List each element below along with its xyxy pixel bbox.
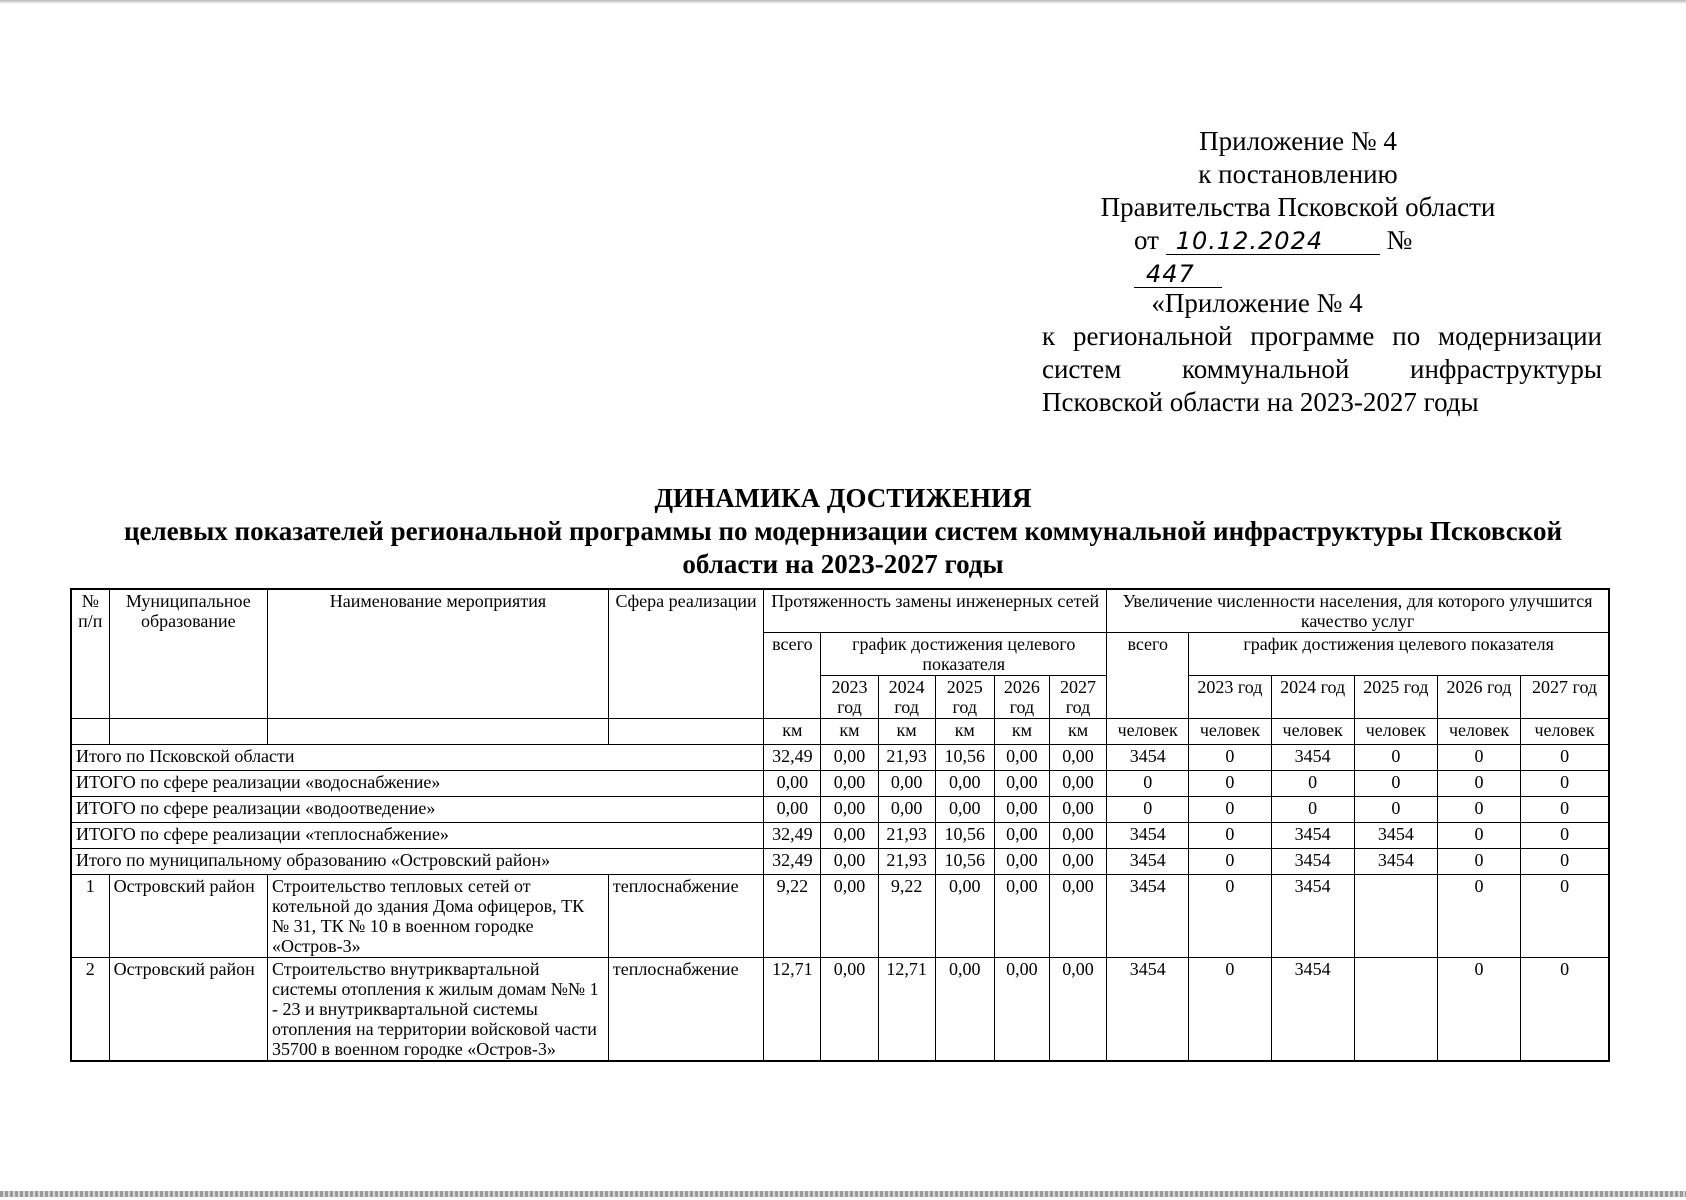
summary-value: 0,00 [994, 771, 1049, 797]
summary-value: 0,00 [878, 797, 935, 823]
header-row-1 [71, 589, 1609, 633]
unit-people: человек [1521, 719, 1609, 745]
header-event: Наименование мероприятия [268, 589, 609, 719]
summary-value: 21,93 [878, 849, 935, 875]
unit-people: человек [1189, 719, 1271, 745]
title-line-3: области на 2023-2027 годы [682, 549, 1004, 579]
unit-km: км [821, 719, 878, 745]
unit-people: человек [1107, 719, 1189, 745]
summary-value: 32,49 [764, 849, 821, 875]
summary-value: 0,00 [821, 771, 878, 797]
appendix2-line-4: Псковской области на 2023-2027 годы [1042, 387, 1479, 417]
summary-value: 0 [1107, 797, 1189, 823]
summary-value: 0,00 [764, 771, 821, 797]
from-label: от [1134, 225, 1159, 255]
summary-value: 3454 [1107, 745, 1189, 771]
row-value: 3454 [1271, 875, 1354, 958]
header-year: 2023 год [821, 676, 878, 719]
row-value: 0,00 [935, 958, 994, 1062]
row-value [1354, 875, 1437, 958]
summary-value: 10,56 [935, 745, 994, 771]
row-value: 0 [1189, 958, 1271, 1062]
summary-value: 0,00 [994, 745, 1049, 771]
summary-value: 0 [1354, 745, 1437, 771]
unit-blank [71, 719, 109, 745]
row-value: 0 [1437, 875, 1520, 958]
unit-people: человек [1437, 719, 1520, 745]
summary-value: 0 [1354, 797, 1437, 823]
summary-value: 0 [1354, 771, 1437, 797]
summary-label: ИТОГО по сфере реализации «теплоснабжение» [71, 823, 764, 849]
summary-value: 0 [1189, 745, 1271, 771]
appendix2-line-1: «Приложение № 4 [1151, 288, 1363, 318]
unit-km: км [1049, 719, 1106, 745]
indicators-table [70, 588, 1610, 1062]
summary-value: 0 [1189, 797, 1271, 823]
unit-people: человек [1271, 719, 1354, 745]
summary-row [71, 745, 1609, 771]
summary-row [71, 823, 1609, 849]
row-number: 2 [71, 958, 109, 1062]
summary-value: 0,00 [1049, 797, 1106, 823]
table-row [71, 958, 1609, 1062]
row-event: Строительство тепловых сетей от котельной до здания Дома офицеров, ТК № 31, ТК № 10 в военном городке «Остров-3» [268, 875, 609, 958]
unit-people: человек [1354, 719, 1437, 745]
row-value: 0 [1521, 875, 1609, 958]
summary-value: 0 [1271, 797, 1354, 823]
appendix-line-1: Приложение № 4 [1199, 126, 1397, 156]
header-year: 2024 год [878, 676, 935, 719]
header-networks: Протяженность замены инженерных сетей [764, 589, 1107, 633]
row-value: 9,22 [878, 875, 935, 958]
unit-blank [109, 719, 267, 745]
summary-value: 0,00 [764, 797, 821, 823]
summary-value: 0,00 [994, 797, 1049, 823]
row-municipality: Островский район [109, 958, 267, 1062]
summary-value: 0,00 [994, 849, 1049, 875]
unit-km: км [764, 719, 821, 745]
row-value: 3454 [1107, 875, 1189, 958]
summary-value: 10,56 [935, 823, 994, 849]
summary-value: 10,56 [935, 849, 994, 875]
summary-label: ИТОГО по сфере реализации «водоотведение» [71, 797, 764, 823]
summary-value: 0 [1437, 849, 1520, 875]
appendix2-line-3: систем коммунальной инфраструктуры [1042, 354, 1602, 384]
row-value: 0 [1189, 875, 1271, 958]
summary-value: 3454 [1271, 823, 1354, 849]
data-rows [71, 875, 1609, 1062]
summary-value: 0 [1189, 823, 1271, 849]
table-row [71, 875, 1609, 958]
summary-value: 0 [1437, 771, 1520, 797]
header-networks-total: всего [764, 633, 821, 719]
header-year: 2026 год [1437, 676, 1520, 719]
unit-km: км [878, 719, 935, 745]
handwritten-number: 447 [1134, 261, 1222, 288]
summary-value: 3454 [1271, 849, 1354, 875]
summary-value: 0,00 [1049, 849, 1106, 875]
summary-value: 0,00 [821, 797, 878, 823]
summary-value: 0,00 [1049, 771, 1106, 797]
header-year: 2024 год [1271, 676, 1354, 719]
summary-row [71, 849, 1609, 875]
row-event: Строительство внутриквартальной системы отопления к жилым домам №№ 1 - 23 и внутриквартальной системы отопления на территории войсковой части 35700 в военном городке «Остров-3» [268, 958, 609, 1062]
summary-value: 0,00 [821, 823, 878, 849]
header-year: 2026 год [994, 676, 1049, 719]
summary-value: 0,00 [821, 849, 878, 875]
summary-value: 0,00 [1049, 823, 1106, 849]
row-value: 0,00 [821, 875, 878, 958]
summary-value: 0 [1437, 823, 1520, 849]
summary-label: Итого по Псковской области [71, 745, 764, 771]
summary-value: 0,00 [878, 771, 935, 797]
unit-blank [608, 719, 763, 745]
summary-value: 0 [1107, 771, 1189, 797]
row-value: 0,00 [1049, 958, 1106, 1062]
summary-value: 0 [1189, 849, 1271, 875]
unit-km: км [935, 719, 994, 745]
summary-value: 0 [1189, 771, 1271, 797]
summary-value: 0 [1437, 797, 1520, 823]
summary-value: 0 [1437, 745, 1520, 771]
summary-value: 0 [1521, 745, 1609, 771]
row-value: 3454 [1271, 958, 1354, 1062]
summary-value: 3454 [1354, 823, 1437, 849]
document-title [60, 482, 1626, 581]
summary-value: 21,93 [878, 823, 935, 849]
scan-edge-top [0, 0, 1686, 4]
summary-value: 0,00 [935, 797, 994, 823]
row-value: 12,71 [878, 958, 935, 1062]
header-population-total: всего [1107, 633, 1189, 719]
summary-value: 32,49 [764, 823, 821, 849]
header-year: 2025 год [935, 676, 994, 719]
header-population: Увеличение численности населения, для которого улучшится качество услуг [1107, 589, 1609, 633]
header-municipality: Муниципальное образование [109, 589, 267, 719]
row-value: 12,71 [764, 958, 821, 1062]
header-year: 2025 год [1354, 676, 1437, 719]
row-value: 3454 [1107, 958, 1189, 1062]
appendix-line-2: к постановлению [1198, 159, 1398, 189]
summary-row [71, 771, 1609, 797]
appendix2-line-2: к региональной программе по модернизации [1042, 321, 1602, 351]
header-year: 2027 год [1521, 676, 1609, 719]
scan-edge-bottom [0, 1191, 1686, 1197]
summary-rows [71, 745, 1609, 875]
appendix-sign-line [1098, 224, 1498, 290]
unit-blank [268, 719, 609, 745]
row-value: 0,00 [935, 875, 994, 958]
summary-row [71, 797, 1609, 823]
row-sphere: теплоснабжение [608, 875, 763, 958]
row-value: 0,00 [994, 958, 1049, 1062]
summary-value: 0 [1521, 849, 1609, 875]
title-line-2: целевых показателей региональной программы по модернизации систем коммунальной инфраструктуры Псковской [123, 516, 1563, 546]
row-value: 0,00 [821, 958, 878, 1062]
row-value: 9,22 [764, 875, 821, 958]
header-year: 2027 год [1049, 676, 1106, 719]
header-num: № п/п [71, 589, 109, 719]
header-sphere: Сфера реализации [608, 589, 763, 719]
appendix-header [1098, 125, 1498, 290]
summary-value: 0,00 [1049, 745, 1106, 771]
summary-value: 32,49 [764, 745, 821, 771]
summary-value: 0 [1271, 771, 1354, 797]
handwritten-date: 10.12.2024 [1166, 228, 1380, 255]
row-number: 1 [71, 875, 109, 958]
header-networks-schedule: график достижения целевого показателя [821, 633, 1107, 676]
summary-label: Итого по муниципальному образованию «Островский район» [71, 849, 764, 875]
summary-value: 0,00 [935, 771, 994, 797]
header-year: 2023 год [1189, 676, 1271, 719]
summary-value: 0,00 [994, 823, 1049, 849]
summary-value: 3454 [1271, 745, 1354, 771]
summary-value: 0 [1521, 823, 1609, 849]
title-line-1: ДИНАМИКА ДОСТИЖЕНИЯ [654, 483, 1032, 513]
summary-value: 3454 [1107, 849, 1189, 875]
row-value [1354, 958, 1437, 1062]
row-sphere: теплоснабжение [608, 958, 763, 1062]
appendix-line-3: Правительства Псковской области [1100, 192, 1496, 222]
summary-value: 21,93 [878, 745, 935, 771]
row-value: 0,00 [1049, 875, 1106, 958]
number-label: № [1386, 225, 1413, 255]
row-value: 0,00 [994, 875, 1049, 958]
appendix-program-header [1042, 287, 1602, 419]
summary-value: 3454 [1354, 849, 1437, 875]
summary-label: ИТОГО по сфере реализации «водоснабжение» [71, 771, 764, 797]
unit-km: км [994, 719, 1049, 745]
header-population-schedule: график достижения целевого показателя [1189, 633, 1609, 676]
summary-value: 0,00 [821, 745, 878, 771]
units-row [71, 719, 1609, 745]
summary-value: 3454 [1107, 823, 1189, 849]
row-value: 0 [1437, 958, 1520, 1062]
summary-value: 0 [1521, 771, 1609, 797]
row-municipality: Островский район [109, 875, 267, 958]
summary-value: 0 [1521, 797, 1609, 823]
row-value: 0 [1521, 958, 1609, 1062]
